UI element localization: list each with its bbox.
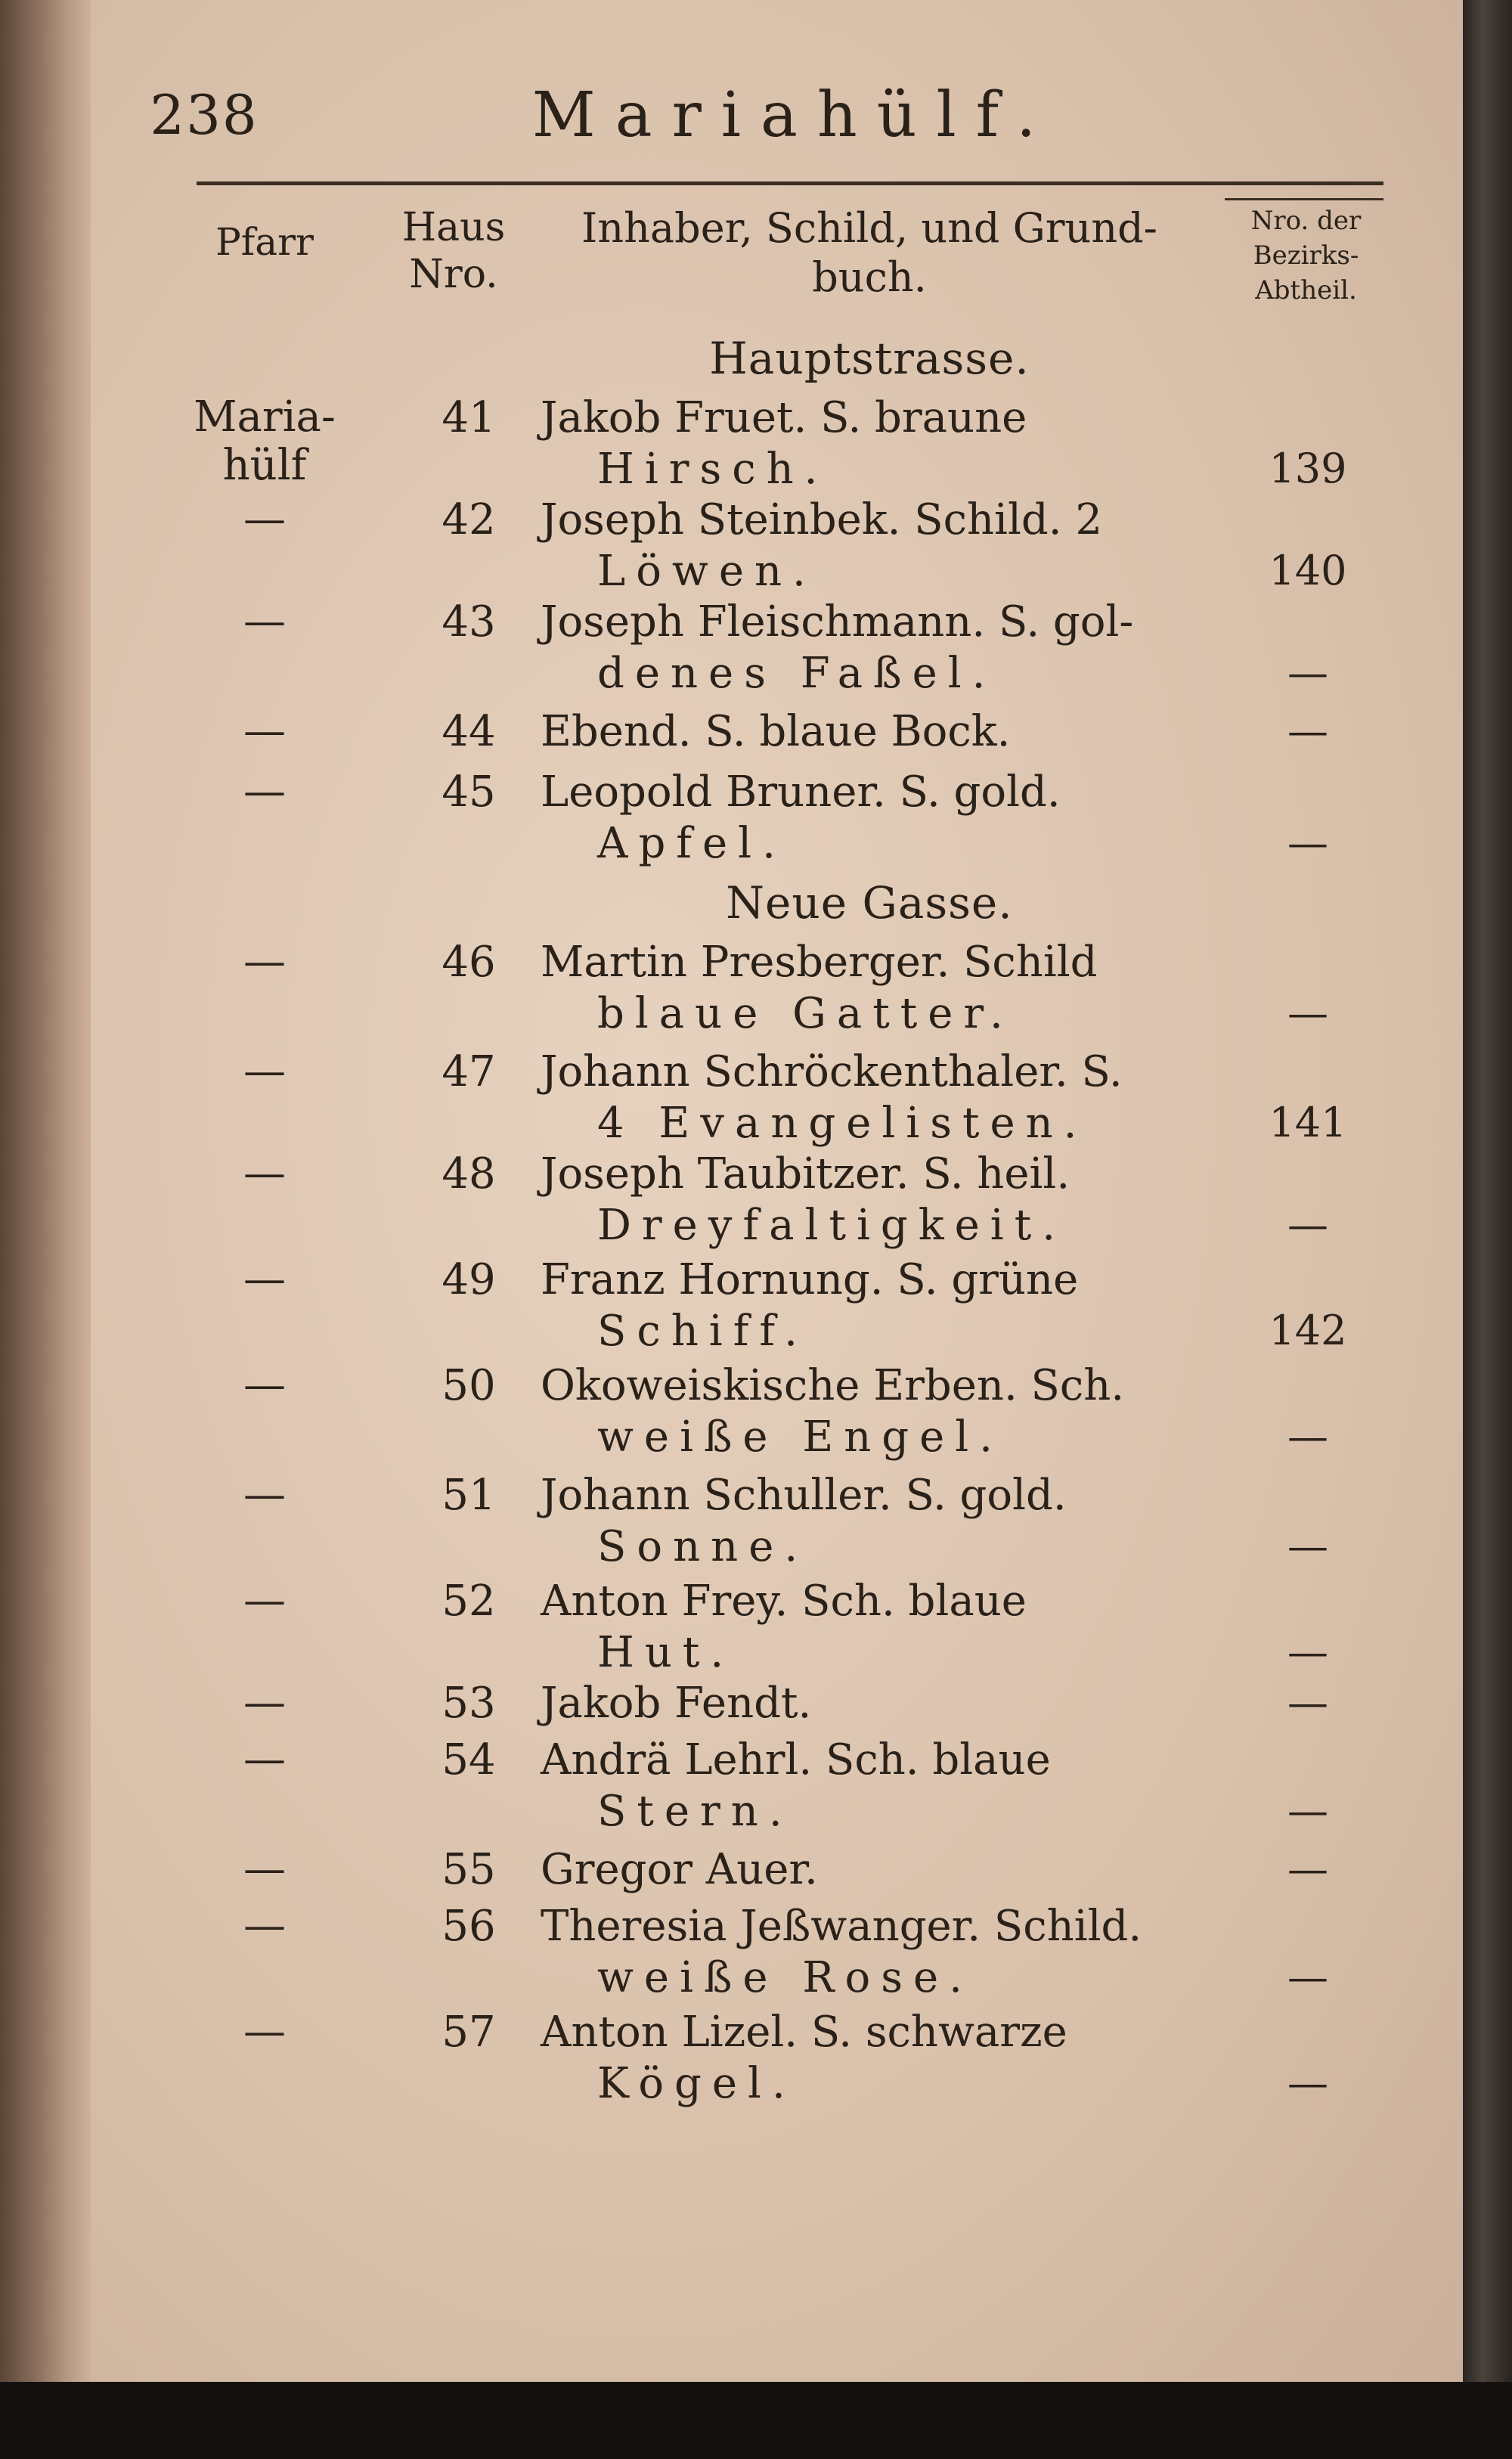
- district-number-cell: 142: [1269, 1307, 1347, 1354]
- house-number-cell: 56: [442, 1902, 496, 1951]
- owner-sign-line-continued: Kögel.: [597, 2059, 796, 2108]
- owner-sign-line-continued: Stern.: [597, 1787, 793, 1836]
- owner-sign-line: Martin Presberger. Schild: [541, 938, 1098, 987]
- pfarr-text: —: [243, 1360, 286, 1409]
- district-number-cell: 140: [1269, 547, 1347, 594]
- pfarr-cell: [174, 393, 355, 491]
- table-row: [0, 495, 1463, 601]
- table-row: [0, 1577, 1463, 1682]
- pfarr-text: —: [243, 1047, 286, 1096]
- owner-sign-line: Okoweiskische Erben. Sch.: [541, 1361, 1125, 1410]
- owner-sign-line-continued: Hirsch.: [597, 445, 829, 494]
- district-number-cell: —: [1287, 819, 1328, 867]
- owner-sign-line-continued: Schiff.: [597, 1307, 808, 1356]
- pfarr-cell: [174, 1255, 355, 1304]
- pfarr-text-continued: hülf: [222, 441, 307, 491]
- district-number-cell: —: [1287, 1628, 1328, 1676]
- district-number-cell: —: [1287, 1412, 1328, 1460]
- district-number-cell: —: [1287, 2059, 1328, 2107]
- pfarr-text: —: [243, 767, 286, 816]
- owner-sign-line: Joseph Taubitzer. S. heil.: [541, 1149, 1070, 1198]
- house-number-cell: 57: [442, 2008, 496, 2057]
- owner-sign-line-continued: Hut.: [597, 1628, 735, 1677]
- house-number-cell: 53: [442, 1679, 496, 1728]
- house-number-cell: 43: [442, 597, 496, 647]
- district-number-cell: —: [1287, 707, 1328, 755]
- house-number-cell: 52: [442, 1577, 496, 1626]
- pfarr-cell: [174, 1902, 355, 1950]
- pfarr-text: —: [243, 495, 286, 544]
- owner-sign-line: Jakob Fruet. S. braune: [541, 393, 1027, 442]
- table-row: [0, 393, 1463, 499]
- district-number-cell: —: [1287, 1679, 1328, 1726]
- house-number-cell: 50: [442, 1361, 496, 1410]
- pfarr-cell: [174, 495, 355, 544]
- pfarr-cell: [174, 1471, 355, 1519]
- pfarr-cell: [174, 938, 355, 986]
- house-number-cell: 55: [442, 1845, 496, 1894]
- pfarr-text: —: [243, 1901, 286, 1950]
- column-header-inhaber: Inhaber, Schild, und Grund- buch.: [581, 204, 1157, 301]
- column-header-haus: Haus Nro.: [401, 205, 506, 298]
- house-number-cell: 41: [442, 393, 496, 442]
- table-row: [0, 1471, 1463, 1577]
- owner-sign-line-continued: denes Faßel.: [597, 649, 996, 698]
- background-strip: [0, 2382, 1512, 2459]
- table-row: [0, 1149, 1463, 1255]
- pfarr-cell: [174, 1577, 355, 1625]
- owner-sign-line: Theresia Jeßwanger. Schild.: [541, 1902, 1142, 1951]
- pfarr-cell: [174, 1149, 355, 1198]
- table-row: [0, 1902, 1463, 2008]
- pfarr-cell: [174, 767, 355, 816]
- owner-sign-line-continued: weiße Rose.: [597, 1953, 973, 2002]
- street-heading-neue-gasse: Neue Gasse.: [726, 877, 1013, 929]
- column-header-pfarr: Pfarr: [215, 220, 314, 264]
- table-row: [0, 1361, 1463, 1467]
- district-number-cell: —: [1287, 989, 1328, 1037]
- owner-sign-line: Joseph Fleischmann. S. gol-: [541, 597, 1134, 647]
- house-number-cell: 42: [442, 495, 496, 544]
- owner-sign-line: Johann Schröckenthaler. S.: [541, 1047, 1123, 1096]
- owner-sign-line: Franz Hornung. S. grüne: [541, 1255, 1079, 1304]
- owner-sign-line-continued: Dreyfaltigkeit.: [597, 1201, 1067, 1250]
- house-number-cell: 44: [442, 707, 496, 756]
- pfarr-text: —: [243, 1149, 286, 1198]
- owner-sign-line: Joseph Steinbek. Schild. 2: [541, 495, 1102, 544]
- district-number-cell: —: [1287, 1845, 1328, 1893]
- pfarr-cell: [174, 1047, 355, 1096]
- pfarr-text: —: [243, 597, 286, 646]
- house-number-cell: 47: [442, 1047, 496, 1096]
- header-rule: [197, 181, 1383, 185]
- running-title: Mariahülf.: [531, 79, 1056, 151]
- pfarr-text: —: [243, 937, 286, 986]
- owner-sign-line-continued: Sonne.: [597, 1522, 809, 1571]
- table-row: [0, 1735, 1463, 1841]
- pfarr-cell: [174, 1735, 355, 1784]
- pfarr-text: —: [243, 706, 286, 755]
- district-number-cell: —: [1287, 1522, 1328, 1570]
- owner-sign-line-continued: Löwen.: [597, 547, 816, 596]
- house-number-cell: 46: [442, 938, 496, 987]
- owner-sign-line-continued: weiße Engel.: [597, 1412, 1003, 1462]
- owner-sign-line-continued: Apfel.: [597, 819, 786, 868]
- district-number-cell: —: [1287, 1201, 1328, 1248]
- district-number-cell: —: [1287, 649, 1328, 696]
- table-row: [0, 767, 1463, 873]
- pfarr-text: —: [243, 1844, 286, 1893]
- owner-sign-line: Jakob Fendt.: [541, 1679, 812, 1728]
- pfarr-cell: [174, 2008, 355, 2056]
- owner-sign-line-continued: blaue Gatter.: [597, 989, 1014, 1038]
- house-number-cell: 51: [442, 1471, 496, 1520]
- table-row: [0, 597, 1463, 703]
- table-row: [0, 938, 1463, 1043]
- house-number-cell: 49: [442, 1255, 496, 1304]
- page-number: 238: [150, 83, 259, 147]
- district-number-cell: —: [1287, 1953, 1328, 2001]
- pfarr-cell: [174, 1679, 355, 1727]
- owner-sign-line: Anton Lizel. S. schwarze: [541, 2008, 1067, 2057]
- district-number-cell: 139: [1269, 445, 1347, 492]
- owner-sign-line: Johann Schuller. S. gold.: [541, 1471, 1067, 1520]
- pfarr-cell: [174, 1361, 355, 1409]
- house-number-cell: 45: [442, 767, 496, 817]
- book-cover-edge: [1463, 0, 1512, 2459]
- pfarr-text: —: [243, 1576, 286, 1625]
- pfarr-text: Maria-: [194, 392, 336, 442]
- owner-sign-line: Leopold Bruner. S. gold.: [541, 767, 1061, 817]
- pfarr-cell: [174, 597, 355, 646]
- pfarr-text: —: [243, 2007, 286, 2056]
- column-header-nro: Nro. der Bezirks- Abtheil.: [1250, 206, 1362, 305]
- owner-sign-line: Anton Frey. Sch. blaue: [541, 1577, 1027, 1626]
- house-number-cell: 48: [442, 1149, 496, 1198]
- owner-sign-line: Andrä Lehrl. Sch. blaue: [541, 1735, 1051, 1785]
- owner-sign-line: Ebend. S. blaue Bock.: [541, 707, 1011, 756]
- pfarr-text: —: [243, 1470, 286, 1519]
- house-number-cell: 54: [442, 1735, 496, 1785]
- pfarr-text: —: [243, 1735, 286, 1784]
- street-heading-hauptstrasse: Hauptstrasse.: [709, 333, 1030, 384]
- pfarr-text: —: [243, 1254, 286, 1304]
- pfarr-cell: [174, 1845, 355, 1893]
- table-row: [0, 2008, 1463, 2113]
- district-number-cell: 141: [1269, 1099, 1347, 1146]
- district-number-cell: —: [1287, 1787, 1328, 1834]
- pfarr-cell: [174, 707, 355, 755]
- table-row: [0, 1255, 1463, 1361]
- table-row: [0, 1047, 1463, 1153]
- owner-sign-line: Gregor Auer.: [541, 1845, 818, 1894]
- pfarr-text: —: [243, 1678, 286, 1727]
- owner-sign-line-continued: 4 Evangelisten.: [597, 1099, 1088, 1148]
- header-rule-secondary: [1225, 198, 1383, 200]
